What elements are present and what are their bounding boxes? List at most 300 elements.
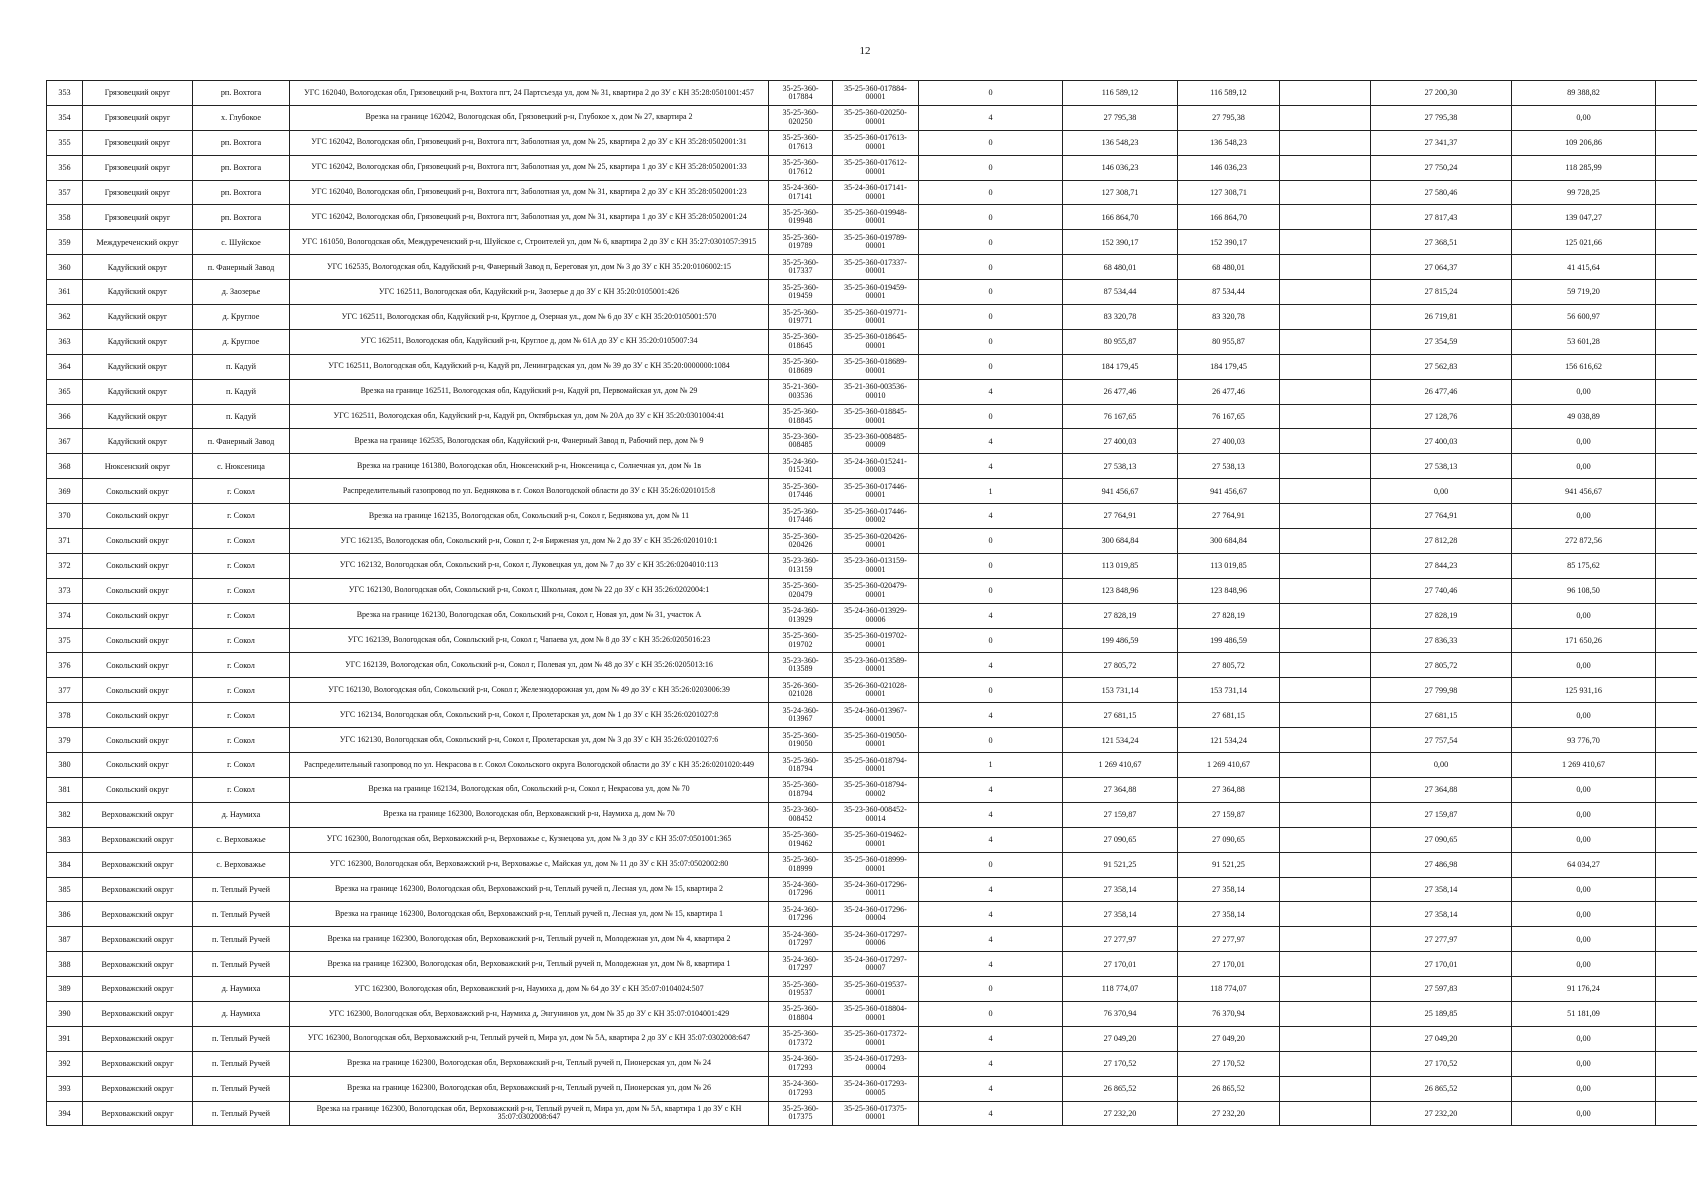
cell-object-code: 35-21-360-003536 xyxy=(769,379,833,404)
cell-empty xyxy=(1280,105,1371,130)
cell-address: Врезка на границе 162300, Вологодская обл, Верховажский р-н, Теплый ручей п, Лесная ул, дом № 15, квартира 1 xyxy=(290,902,769,927)
cell-empty-last xyxy=(1656,354,1697,379)
cell-amount-total-2: 27 232,20 xyxy=(1178,1101,1280,1126)
cell-amount-total: 184 179,45 xyxy=(1063,354,1178,379)
cell-object-subcode: 35-24-360-017293-00005 xyxy=(833,1076,919,1101)
cell-amount-total: 27 277,97 xyxy=(1063,927,1178,952)
cell-amount-part-1: 27 486,98 xyxy=(1371,852,1512,877)
cell-row-number: 377 xyxy=(47,678,83,703)
table-row xyxy=(47,354,1697,379)
cell-settlement: п. Кадуй xyxy=(193,354,290,379)
cell-amount-part-2: 0,00 xyxy=(1512,105,1656,130)
cell-amount-total-2: 166 864,70 xyxy=(1178,205,1280,230)
cell-category: 4 xyxy=(919,105,1063,130)
cell-address: УГС 162139, Вологодская обл, Сокольский р-н, Сокол г, Полевая ул, дом № 48 до ЗУ с КН 35:26:0205013:16 xyxy=(290,653,769,678)
cell-object-code: 35-25-360-017446 xyxy=(769,479,833,504)
cell-settlement: д. Наумиха xyxy=(193,977,290,1002)
cell-amount-total-2: 116 589,12 xyxy=(1178,81,1280,106)
cell-address: Врезка на границе 162511, Вологодская обл, Кадуйский р-н, Кадуй рп, Первомайская ул, дом № 29 xyxy=(290,379,769,404)
cell-amount-total: 116 589,12 xyxy=(1063,81,1178,106)
cell-amount-total-2: 27 805,72 xyxy=(1178,653,1280,678)
cell-row-number: 360 xyxy=(47,255,83,280)
cell-object-code: 35-25-360-019050 xyxy=(769,728,833,753)
cell-amount-part-2: 0,00 xyxy=(1512,777,1656,802)
cell-district: Верховажский округ xyxy=(83,902,193,927)
cell-district: Сокольский округ xyxy=(83,603,193,628)
cell-row-number: 383 xyxy=(47,827,83,852)
cell-district: Верховажский округ xyxy=(83,927,193,952)
cell-empty xyxy=(1280,255,1371,280)
cell-amount-part-2: 0,00 xyxy=(1512,1101,1656,1126)
cell-district: Верховажский округ xyxy=(83,977,193,1002)
cell-empty-last xyxy=(1656,504,1697,529)
cell-amount-part-1: 27 170,52 xyxy=(1371,1051,1512,1076)
cell-empty xyxy=(1280,280,1371,305)
cell-empty xyxy=(1280,603,1371,628)
cell-category: 4 xyxy=(919,927,1063,952)
cell-object-code: 35-25-360-019462 xyxy=(769,827,833,852)
cell-empty xyxy=(1280,578,1371,603)
cell-settlement: г. Сокол xyxy=(193,703,290,728)
cell-amount-total-2: 199 486,59 xyxy=(1178,628,1280,653)
cell-district: Сокольский округ xyxy=(83,728,193,753)
cell-amount-part-1: 26 477,46 xyxy=(1371,379,1512,404)
cell-object-subcode: 35-24-360-013967-00001 xyxy=(833,703,919,728)
cell-row-number: 389 xyxy=(47,977,83,1002)
cell-amount-part-1: 27 277,97 xyxy=(1371,927,1512,952)
cell-address: УГС 162300, Вологодская обл, Верховажский р-н, Верховажье с, Кузнецова ул, дом № 3 до ЗУ с КН 35:07:0501001:365 xyxy=(290,827,769,852)
cell-object-subcode: 35-25-360-019459-00001 xyxy=(833,280,919,305)
cell-object-subcode: 35-24-360-017296-00011 xyxy=(833,877,919,902)
table-row xyxy=(47,927,1697,952)
table-row xyxy=(47,1101,1697,1126)
cell-amount-total: 166 864,70 xyxy=(1063,205,1178,230)
cell-empty-last xyxy=(1656,952,1697,977)
cell-object-subcode: 35-25-360-017375-00001 xyxy=(833,1101,919,1126)
cell-object-subcode: 35-25-360-017372-00001 xyxy=(833,1026,919,1051)
cell-object-code: 35-24-360-017297 xyxy=(769,952,833,977)
cell-empty xyxy=(1280,1101,1371,1126)
cell-row-number: 372 xyxy=(47,553,83,578)
cell-district: Сокольский округ xyxy=(83,578,193,603)
table-row xyxy=(47,280,1697,305)
cell-row-number: 357 xyxy=(47,180,83,205)
table-row xyxy=(47,1001,1697,1026)
cell-amount-total: 199 486,59 xyxy=(1063,628,1178,653)
cell-amount-part-1: 27 354,59 xyxy=(1371,329,1512,354)
cell-amount-part-2: 0,00 xyxy=(1512,1076,1656,1101)
cell-category: 4 xyxy=(919,603,1063,628)
cell-amount-total: 153 731,14 xyxy=(1063,678,1178,703)
cell-district: Сокольский округ xyxy=(83,553,193,578)
cell-district: Кадуйский округ xyxy=(83,379,193,404)
table-row xyxy=(47,429,1697,454)
table-row xyxy=(47,105,1697,130)
cell-object-subcode: 35-25-360-017613-00001 xyxy=(833,130,919,155)
cell-category: 0 xyxy=(919,305,1063,330)
cell-row-number: 362 xyxy=(47,305,83,330)
cell-amount-total: 27 358,14 xyxy=(1063,877,1178,902)
cell-category: 4 xyxy=(919,1076,1063,1101)
cell-amount-part-2: 0,00 xyxy=(1512,379,1656,404)
cell-amount-total-2: 113 019,85 xyxy=(1178,553,1280,578)
cell-settlement: с. Шуйское xyxy=(193,230,290,255)
cell-amount-part-2: 0,00 xyxy=(1512,1051,1656,1076)
cell-object-subcode: 35-24-360-017297-00007 xyxy=(833,952,919,977)
cell-empty-last xyxy=(1656,603,1697,628)
cell-row-number: 393 xyxy=(47,1076,83,1101)
data-table xyxy=(46,80,1697,1126)
cell-settlement: г. Сокол xyxy=(193,678,290,703)
table-row xyxy=(47,902,1697,927)
cell-empty-last xyxy=(1656,1076,1697,1101)
table-row xyxy=(47,703,1697,728)
cell-address: УГС 162300, Вологодская обл, Верховажский р-н, Теплый ручей п, Мира ул, дом № 5А, квартира 2 до ЗУ с КН 35:07:0302008:647 xyxy=(290,1026,769,1051)
cell-object-code: 35-24-360-017293 xyxy=(769,1076,833,1101)
cell-amount-part-1: 27 740,46 xyxy=(1371,578,1512,603)
cell-amount-part-2: 0,00 xyxy=(1512,802,1656,827)
cell-amount-part-1: 25 189,85 xyxy=(1371,1001,1512,1026)
cell-amount-part-1: 27 368,51 xyxy=(1371,230,1512,255)
cell-row-number: 365 xyxy=(47,379,83,404)
cell-row-number: 371 xyxy=(47,529,83,554)
cell-amount-part-1: 27 812,28 xyxy=(1371,529,1512,554)
cell-row-number: 387 xyxy=(47,927,83,952)
cell-empty-last xyxy=(1656,155,1697,180)
table-row xyxy=(47,877,1697,902)
cell-amount-total-2: 146 036,23 xyxy=(1178,155,1280,180)
cell-category: 0 xyxy=(919,205,1063,230)
cell-address: Распределительный газопровод по ул. Некрасова в г. Сокол Сокольского округа Вологодской области до ЗУ с КН 35:26:0201020:449 xyxy=(290,753,769,778)
cell-amount-part-1: 27 795,38 xyxy=(1371,105,1512,130)
cell-amount-part-2: 0,00 xyxy=(1512,927,1656,952)
cell-address: Врезка на границе 162300, Вологодская обл, Верховажский р-н, Теплый ручей п, Молодежная ул, дом № 4, квартира 2 xyxy=(290,927,769,952)
cell-district: Кадуйский округ xyxy=(83,329,193,354)
cell-amount-part-2: 85 175,62 xyxy=(1512,553,1656,578)
cell-category: 0 xyxy=(919,553,1063,578)
cell-amount-part-1: 27 200,30 xyxy=(1371,81,1512,106)
cell-amount-total-2: 127 308,71 xyxy=(1178,180,1280,205)
table-row xyxy=(47,180,1697,205)
cell-district: Верховажский округ xyxy=(83,1026,193,1051)
cell-district: Междуреченский округ xyxy=(83,230,193,255)
cell-address: Врезка на границе 162042, Вологодская обл, Грязовецкий р-н, Глубокое х, дом № 27, квартира 2 xyxy=(290,105,769,130)
cell-amount-part-2: 99 728,25 xyxy=(1512,180,1656,205)
cell-district: Сокольский округ xyxy=(83,504,193,529)
cell-address: УГС 161050, Вологодская обл, Междуреченский р-н, Шуйское с, Строителей ул, дом № 6, квартира 2 до ЗУ с КН 35:27:0301057:3915 xyxy=(290,230,769,255)
cell-empty-last xyxy=(1656,404,1697,429)
cell-object-subcode: 35-23-360-013159-00001 xyxy=(833,553,919,578)
cell-object-subcode: 35-24-360-017293-00004 xyxy=(833,1051,919,1076)
cell-district: Сокольский округ xyxy=(83,678,193,703)
cell-object-subcode: 35-25-360-020250-00001 xyxy=(833,105,919,130)
cell-category: 1 xyxy=(919,479,1063,504)
cell-row-number: 378 xyxy=(47,703,83,728)
table-row xyxy=(47,977,1697,1002)
cell-amount-total: 136 548,23 xyxy=(1063,130,1178,155)
cell-amount-total: 76 167,65 xyxy=(1063,404,1178,429)
cell-row-number: 354 xyxy=(47,105,83,130)
cell-amount-part-2: 89 388,82 xyxy=(1512,81,1656,106)
cell-row-number: 353 xyxy=(47,81,83,106)
cell-amount-part-2: 64 034,27 xyxy=(1512,852,1656,877)
cell-amount-part-2: 1 269 410,67 xyxy=(1512,753,1656,778)
cell-amount-total-2: 83 320,78 xyxy=(1178,305,1280,330)
cell-empty-last xyxy=(1656,1051,1697,1076)
cell-district: Кадуйский округ xyxy=(83,305,193,330)
cell-amount-part-2: 0,00 xyxy=(1512,902,1656,927)
cell-address: УГС 162511, Вологодская обл, Кадуйский р-н, Круглое д, Озерная ул., дом № 6 до ЗУ с КН 35:20:0105001:570 xyxy=(290,305,769,330)
cell-empty xyxy=(1280,802,1371,827)
table-row xyxy=(47,305,1697,330)
cell-object-subcode: 35-25-360-019948-00001 xyxy=(833,205,919,230)
cell-settlement: п. Кадуй xyxy=(193,404,290,429)
cell-settlement: г. Сокол xyxy=(193,479,290,504)
cell-settlement: г. Сокол xyxy=(193,529,290,554)
cell-empty xyxy=(1280,977,1371,1002)
cell-empty xyxy=(1280,1051,1371,1076)
cell-settlement: п. Фанерный Завод xyxy=(193,255,290,280)
cell-address: УГС 162042, Вологодская обл, Грязовецкий р-н, Вохтога пгт, Заболотная ул, дом № 25, квартира 2 до ЗУ с КН 35:28:0502001:31 xyxy=(290,130,769,155)
cell-amount-part-1: 27 844,23 xyxy=(1371,553,1512,578)
cell-amount-total-2: 121 534,24 xyxy=(1178,728,1280,753)
cell-object-subcode: 35-25-360-018999-00001 xyxy=(833,852,919,877)
cell-amount-total-2: 941 456,67 xyxy=(1178,479,1280,504)
cell-settlement: г. Сокол xyxy=(193,777,290,802)
cell-object-code: 35-24-360-017296 xyxy=(769,877,833,902)
cell-row-number: 366 xyxy=(47,404,83,429)
table-row xyxy=(47,454,1697,479)
cell-address: УГС 162042, Вологодская обл, Грязовецкий р-н, Вохтога пгт, Заболотная ул, дом № 31, квартира 1 до ЗУ с КН 35:28:0502001:24 xyxy=(290,205,769,230)
table-row xyxy=(47,653,1697,678)
cell-row-number: 355 xyxy=(47,130,83,155)
cell-row-number: 363 xyxy=(47,329,83,354)
cell-amount-total: 26 477,46 xyxy=(1063,379,1178,404)
cell-object-code: 35-25-360-017884 xyxy=(769,81,833,106)
cell-amount-total: 300 684,84 xyxy=(1063,529,1178,554)
cell-amount-part-1: 26 719,81 xyxy=(1371,305,1512,330)
cell-amount-total-2: 123 848,96 xyxy=(1178,578,1280,603)
cell-address: УГС 162134, Вологодская обл, Сокольский р-н, Сокол г, Пролетарская ул, дом № 1 до ЗУ с КН 35:26:0201027:8 xyxy=(290,703,769,728)
cell-empty xyxy=(1280,877,1371,902)
cell-amount-total: 27 090,65 xyxy=(1063,827,1178,852)
cell-settlement: г. Сокол xyxy=(193,553,290,578)
cell-amount-total-2: 152 390,17 xyxy=(1178,230,1280,255)
cell-object-code: 35-25-360-020479 xyxy=(769,578,833,603)
cell-amount-total: 27 232,20 xyxy=(1063,1101,1178,1126)
table-row xyxy=(47,802,1697,827)
cell-amount-part-1: 27 049,20 xyxy=(1371,1026,1512,1051)
cell-address: Врезка на границе 162300, Вологодская обл, Верховажский р-н, Теплый ручей п, Мира ул, дом № 5А, квартира 1 до ЗУ с КН 35:07:0302008:647 xyxy=(290,1101,769,1126)
cell-address: Врезка на границе 162130, Вологодская обл, Сокольский р-н, Сокол г, Новая ул, дом № 31, участок А xyxy=(290,603,769,628)
cell-empty-last xyxy=(1656,728,1697,753)
cell-object-subcode: 35-25-360-017337-00001 xyxy=(833,255,919,280)
cell-empty-last xyxy=(1656,653,1697,678)
cell-amount-total: 941 456,67 xyxy=(1063,479,1178,504)
cell-object-subcode: 35-25-360-019537-00001 xyxy=(833,977,919,1002)
cell-amount-part-1: 26 865,52 xyxy=(1371,1076,1512,1101)
cell-amount-total-2: 27 364,88 xyxy=(1178,777,1280,802)
cell-object-code: 35-25-360-019702 xyxy=(769,628,833,653)
cell-amount-total: 152 390,17 xyxy=(1063,230,1178,255)
table-row xyxy=(47,404,1697,429)
cell-row-number: 384 xyxy=(47,852,83,877)
cell-object-code: 35-25-360-017337 xyxy=(769,255,833,280)
cell-amount-part-2: 156 616,62 xyxy=(1512,354,1656,379)
cell-category: 4 xyxy=(919,827,1063,852)
cell-settlement: г. Сокол xyxy=(193,578,290,603)
cell-settlement: п. Теплый Ручей xyxy=(193,1076,290,1101)
table-row xyxy=(47,479,1697,504)
cell-amount-total-2: 27 090,65 xyxy=(1178,827,1280,852)
cell-empty-last xyxy=(1656,230,1697,255)
cell-amount-total-2: 27 358,14 xyxy=(1178,877,1280,902)
cell-object-subcode: 35-25-360-017446-00002 xyxy=(833,504,919,529)
cell-object-code: 35-24-360-017293 xyxy=(769,1051,833,1076)
cell-empty-last xyxy=(1656,454,1697,479)
table-row xyxy=(47,1026,1697,1051)
cell-empty-last xyxy=(1656,877,1697,902)
cell-object-subcode: 35-25-360-017612-00001 xyxy=(833,155,919,180)
cell-empty xyxy=(1280,628,1371,653)
cell-row-number: 369 xyxy=(47,479,83,504)
cell-amount-part-1: 27 090,65 xyxy=(1371,827,1512,852)
cell-amount-part-1: 27 064,37 xyxy=(1371,255,1512,280)
cell-amount-total-2: 27 170,01 xyxy=(1178,952,1280,977)
cell-address: УГС 162511, Вологодская обл, Кадуйский р-н, Круглое д, дом № 61А до ЗУ с КН 35:20:0105007:34 xyxy=(290,329,769,354)
cell-empty-last xyxy=(1656,529,1697,554)
cell-amount-total: 68 480,01 xyxy=(1063,255,1178,280)
cell-address: Врезка на границе 161380, Вологодская обл, Нюксенский р-н, Нюксеница с, Солнечная ул, дом № 1в xyxy=(290,454,769,479)
cell-address: УГС 162135, Вологодская обл, Сокольский р-н, Сокол г, 2-я Бирженая ул, дом № 2 до ЗУ с КН 35:26:0201010:1 xyxy=(290,529,769,554)
cell-object-subcode: 35-24-360-013929-00006 xyxy=(833,603,919,628)
cell-object-code: 35-25-360-018845 xyxy=(769,404,833,429)
cell-empty-last xyxy=(1656,81,1697,106)
cell-empty xyxy=(1280,205,1371,230)
cell-row-number: 356 xyxy=(47,155,83,180)
cell-empty-last xyxy=(1656,180,1697,205)
cell-address: Врезка на границе 162134, Вологодская обл, Сокольский р-н, Сокол г, Некрасова ул, дом № 70 xyxy=(290,777,769,802)
cell-empty xyxy=(1280,354,1371,379)
cell-empty xyxy=(1280,504,1371,529)
cell-row-number: 361 xyxy=(47,280,83,305)
cell-amount-part-2: 56 600,97 xyxy=(1512,305,1656,330)
table-row xyxy=(47,255,1697,280)
cell-row-number: 385 xyxy=(47,877,83,902)
cell-object-subcode: 35-24-360-017296-00004 xyxy=(833,902,919,927)
cell-amount-part-1: 27 128,76 xyxy=(1371,404,1512,429)
cell-amount-total: 27 159,87 xyxy=(1063,802,1178,827)
cell-object-subcode: 35-26-360-021028-00001 xyxy=(833,678,919,703)
cell-amount-total-2: 27 538,13 xyxy=(1178,454,1280,479)
cell-object-code: 35-24-360-013967 xyxy=(769,703,833,728)
cell-amount-part-2: 93 776,70 xyxy=(1512,728,1656,753)
cell-amount-total: 27 170,52 xyxy=(1063,1051,1178,1076)
cell-amount-part-2: 171 650,26 xyxy=(1512,628,1656,653)
cell-empty-last xyxy=(1656,802,1697,827)
table-row xyxy=(47,130,1697,155)
table-row xyxy=(47,753,1697,778)
cell-category: 0 xyxy=(919,977,1063,1002)
cell-settlement: с. Верховажье xyxy=(193,852,290,877)
cell-address: УГС 162042, Вологодская обл, Грязовецкий р-н, Вохтога пгт, Заболотная ул, дом № 25, квартира 1 до ЗУ с КН 35:28:0502001:33 xyxy=(290,155,769,180)
cell-amount-total-2: 76 370,94 xyxy=(1178,1001,1280,1026)
cell-category: 4 xyxy=(919,429,1063,454)
cell-amount-total: 76 370,94 xyxy=(1063,1001,1178,1026)
cell-row-number: 367 xyxy=(47,429,83,454)
cell-amount-total: 27 538,13 xyxy=(1063,454,1178,479)
cell-row-number: 374 xyxy=(47,603,83,628)
cell-category: 0 xyxy=(919,852,1063,877)
cell-address: УГС 162040, Вологодская обл, Грязовецкий р-н, Вохтога пгт, 24 Партсъезда ул, дом № 31, квартира 2 до ЗУ с КН 35:28:0501001:457 xyxy=(290,81,769,106)
cell-category: 4 xyxy=(919,902,1063,927)
cell-address: Врезка на границе 162135, Вологодская обл, Сокольский р-н, Сокол г, Беднякова ул, дом № 11 xyxy=(290,504,769,529)
cell-empty-last xyxy=(1656,703,1697,728)
cell-empty xyxy=(1280,180,1371,205)
cell-empty-last xyxy=(1656,130,1697,155)
cell-amount-part-1: 0,00 xyxy=(1371,479,1512,504)
table-row xyxy=(47,678,1697,703)
cell-amount-part-2: 51 181,09 xyxy=(1512,1001,1656,1026)
cell-district: Верховажский округ xyxy=(83,1101,193,1126)
cell-amount-total-2: 1 269 410,67 xyxy=(1178,753,1280,778)
cell-object-subcode: 35-24-360-017297-00006 xyxy=(833,927,919,952)
cell-empty xyxy=(1280,703,1371,728)
cell-settlement: д. Круглое xyxy=(193,305,290,330)
cell-empty xyxy=(1280,852,1371,877)
cell-district: Грязовецкий округ xyxy=(83,155,193,180)
page-number: 12 xyxy=(859,45,871,57)
cell-amount-part-1: 27 815,24 xyxy=(1371,280,1512,305)
cell-district: Верховажский округ xyxy=(83,1076,193,1101)
cell-district: Сокольский округ xyxy=(83,628,193,653)
cell-amount-part-1: 0,00 xyxy=(1371,753,1512,778)
cell-empty-last xyxy=(1656,628,1697,653)
cell-district: Кадуйский округ xyxy=(83,354,193,379)
cell-amount-total-2: 76 167,65 xyxy=(1178,404,1280,429)
cell-amount-part-2: 0,00 xyxy=(1512,1026,1656,1051)
cell-object-code: 35-24-360-017297 xyxy=(769,927,833,952)
cell-object-subcode: 35-25-360-018804-00001 xyxy=(833,1001,919,1026)
cell-address: Врезка на границе 162300, Вологодская обл, Верховажский р-н, Теплый ручей п, Пионерская ул, дом № 26 xyxy=(290,1076,769,1101)
cell-row-number: 382 xyxy=(47,802,83,827)
table-row xyxy=(47,728,1697,753)
cell-settlement: п. Кадуй xyxy=(193,379,290,404)
cell-amount-part-2: 0,00 xyxy=(1512,877,1656,902)
cell-district: Грязовецкий округ xyxy=(83,130,193,155)
table-row xyxy=(47,329,1697,354)
cell-amount-part-2: 118 285,99 xyxy=(1512,155,1656,180)
cell-object-subcode: 35-25-360-019050-00001 xyxy=(833,728,919,753)
cell-amount-part-2: 109 206,86 xyxy=(1512,130,1656,155)
cell-settlement: п. Теплый Ручей xyxy=(193,952,290,977)
cell-district: Сокольский округ xyxy=(83,479,193,504)
cell-object-code: 35-25-360-018999 xyxy=(769,852,833,877)
cell-amount-part-2: 0,00 xyxy=(1512,952,1656,977)
cell-amount-total-2: 27 681,15 xyxy=(1178,703,1280,728)
cell-empty xyxy=(1280,429,1371,454)
cell-row-number: 380 xyxy=(47,753,83,778)
cell-empty xyxy=(1280,404,1371,429)
cell-category: 0 xyxy=(919,354,1063,379)
cell-category: 0 xyxy=(919,329,1063,354)
cell-object-code: 35-25-360-019789 xyxy=(769,230,833,255)
cell-amount-part-1: 27 764,91 xyxy=(1371,504,1512,529)
cell-settlement: д. Круглое xyxy=(193,329,290,354)
cell-empty-last xyxy=(1656,1101,1697,1126)
cell-category: 0 xyxy=(919,155,1063,180)
cell-empty xyxy=(1280,777,1371,802)
